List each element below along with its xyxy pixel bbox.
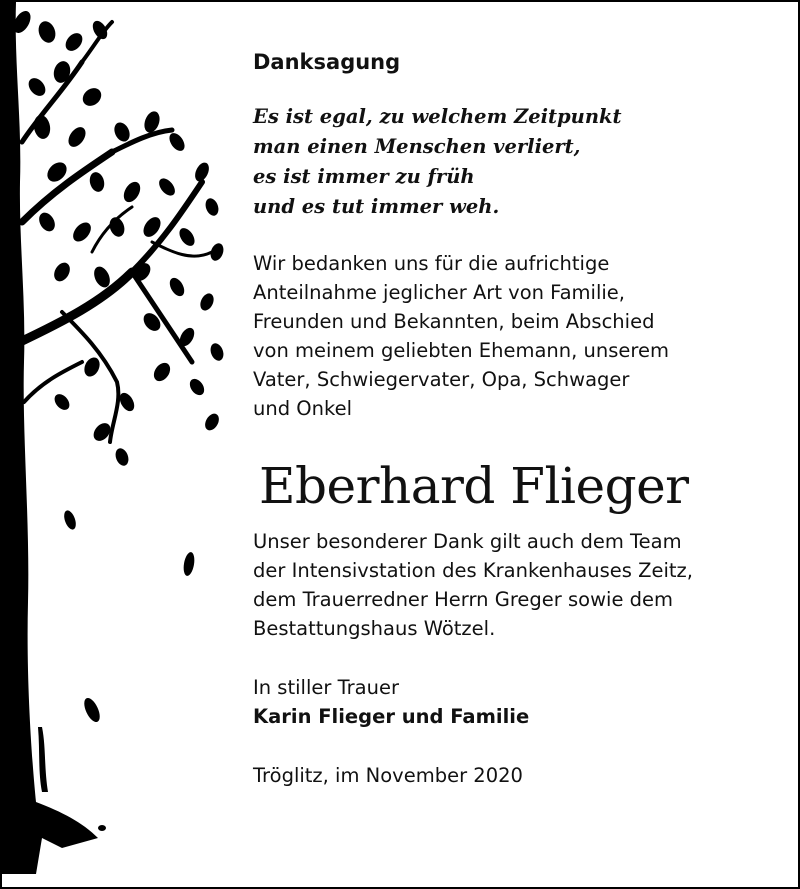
special-thanks-line: der Intensivstation des Krankenhauses Zeitz, bbox=[253, 559, 693, 582]
special-thanks-line: Unser besonderer Dank gilt auch dem Team bbox=[253, 530, 682, 553]
special-thanks-line: dem Trauerredner Herrn Greger sowie dem bbox=[253, 588, 674, 611]
deceased-name: Eberhard Flieger bbox=[259, 457, 689, 515]
quote-line: es ist immer zu früh bbox=[253, 165, 475, 188]
thanks-line: Wir bedanken uns für die aufrichtige bbox=[253, 252, 610, 275]
special-thanks-paragraph bbox=[253, 527, 783, 643]
thanks-line: Vater, Schwiegervater, Opa, Schwager bbox=[253, 368, 630, 391]
mourning-phrase: In stiller Trauer bbox=[253, 676, 399, 699]
memorial-quote bbox=[253, 102, 783, 222]
quote-line: und es tut immer weh. bbox=[253, 195, 500, 218]
signers: Karin Flieger und Familie bbox=[253, 705, 530, 728]
quote-line: Es ist egal, zu welchem Zeitpunkt bbox=[253, 105, 622, 128]
tree-silhouette-icon bbox=[2, 2, 242, 889]
thanks-paragraph bbox=[253, 249, 783, 423]
thanks-line: Anteilnahme jeglicher Art von Familie, bbox=[253, 281, 626, 304]
thanks-line: von meinem geliebten Ehemann, unserem bbox=[253, 339, 669, 362]
quote-line: man einen Menschen verliert, bbox=[253, 135, 581, 158]
thanks-line: und Onkel bbox=[253, 397, 353, 420]
thanks-line: Freunden und Bekannten, beim Abschied bbox=[253, 310, 655, 333]
notice-heading: Danksagung bbox=[253, 50, 401, 74]
notice-text bbox=[253, 48, 783, 790]
mourning-block bbox=[253, 673, 783, 731]
place-date: Tröglitz, im November 2020 bbox=[253, 764, 523, 787]
special-thanks-line: Bestattungshaus Wötzel. bbox=[253, 617, 496, 640]
